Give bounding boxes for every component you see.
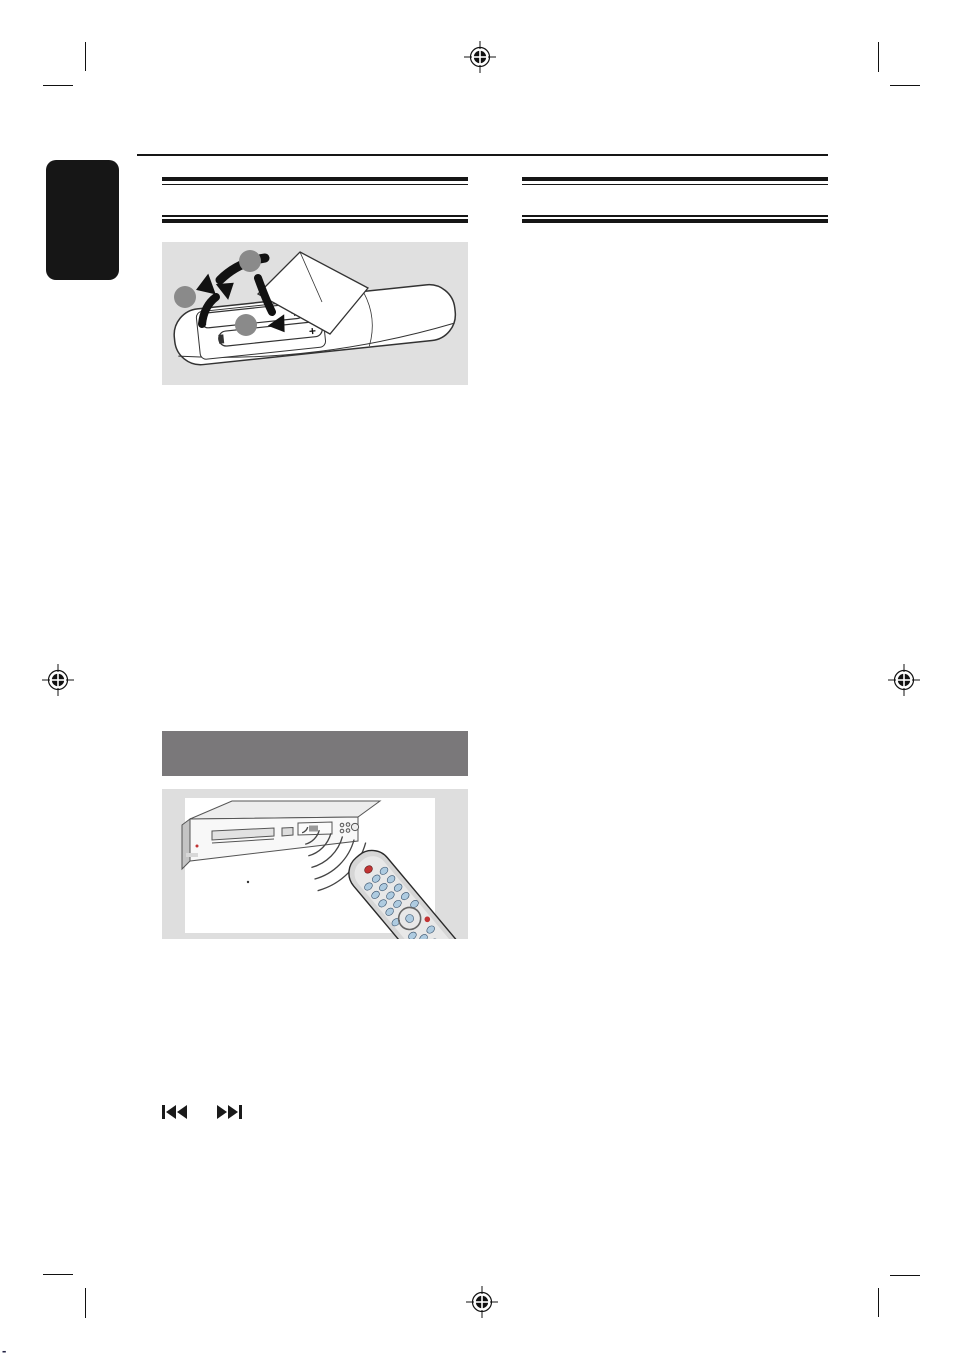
right-section-rule-bottom-thick bbox=[522, 219, 828, 223]
corner-mark: - bbox=[2, 1343, 7, 1358]
left-section-rule-top-thick bbox=[162, 177, 468, 181]
registration-mark-right-icon bbox=[887, 663, 921, 697]
crop-mark-top-left-horizontal bbox=[43, 85, 73, 86]
crop-mark-top-right-vertical bbox=[878, 42, 879, 72]
section-header-bar bbox=[162, 731, 468, 776]
left-section-rule-top-thin bbox=[162, 184, 468, 185]
crop-mark-top-right-horizontal bbox=[890, 85, 920, 86]
skip-previous-icon bbox=[162, 1105, 187, 1119]
battery-2-plus-label: + bbox=[308, 323, 317, 339]
header-rule bbox=[137, 154, 828, 156]
right-section-rule-top-thin bbox=[522, 184, 828, 185]
crop-mark-bottom-left-vertical bbox=[85, 1288, 86, 1318]
crop-mark-bottom-left-horizontal bbox=[43, 1274, 73, 1275]
right-section-rule-bottom-thin bbox=[522, 215, 828, 217]
right-section-rule-top-thick bbox=[522, 177, 828, 181]
registration-mark-bottom-icon bbox=[465, 1285, 499, 1319]
crop-mark-bottom-right-vertical bbox=[878, 1288, 879, 1317]
step-badge-3 bbox=[235, 314, 257, 336]
skip-next-icon bbox=[217, 1105, 243, 1119]
spine-tab bbox=[46, 160, 119, 280]
step-badge-1 bbox=[239, 250, 261, 272]
crop-mark-top-left-vertical bbox=[85, 42, 86, 71]
registration-mark-top-icon bbox=[463, 40, 497, 74]
left-section-rule-bottom-thin bbox=[162, 215, 468, 217]
crop-mark-bottom-right-horizontal bbox=[890, 1275, 920, 1276]
step-badge-2 bbox=[174, 286, 196, 308]
registration-mark-left-icon bbox=[41, 663, 75, 697]
power-led bbox=[196, 845, 199, 848]
battery-installation-illustration bbox=[162, 242, 468, 385]
left-section-rule-bottom-thick bbox=[162, 219, 468, 223]
stray-dot bbox=[247, 881, 249, 883]
ir-remote-illustration bbox=[162, 789, 468, 939]
